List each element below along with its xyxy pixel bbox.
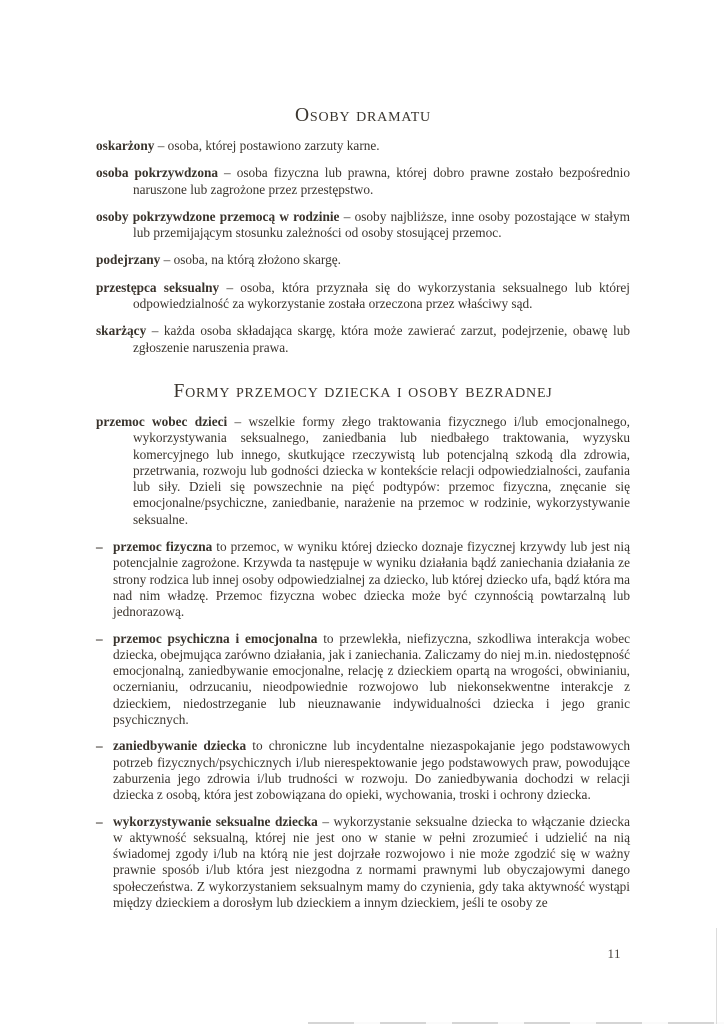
section-osoby-dramatu xyxy=(96,104,630,356)
definition-term: przemoc wobec dzieci xyxy=(96,413,228,429)
definition-text: – osoba, której postawiono zarzuty karne. xyxy=(157,138,380,153)
definition-text: to przewlekła, niefizyczna, szkodliwa interakcja wobec dziecka, obejmująca zarówno działania, jak i zaniechania. Zaliczamy do niej m.in. niedostępność emocjonalną, zaniedbywanie emocjonalne, relację z dzieckiem opartą na wrogości, obwinianiu, oczernianiu, odrzucaniu, nieodpowiednie rozwojowo lub niekonsekwentne interakcje z dzieckiem, niedostrzeganie lub nieuznawanie indywidualności dziecka i jego granic psychicznych. xyxy=(113,630,631,728)
definition-text: – osoby najbliższe, inne osoby pozostające w stałym lub przemijającym stosunku zależności od osoby stosującej przemoc. xyxy=(133,208,630,241)
scan-artifact-right-edge xyxy=(716,928,717,1024)
definition-text: – osoba fizyczna lub prawna, której dobro prawne zostało bezpośrednio naruszone lub zagrożone przez przestępstwo. xyxy=(133,165,630,197)
definition-text: to przemoc, w wyniku której dziecko doznaje fizycznej krzywdy lub jest nią potencjalnie zagrożone. Krzywda ta następuje w wyniku działania bądź zaniechania działania ze strony rodzica lub innej osoby odpowiedzialnej za dziecko, lub której dziecko ufa, bądź która ma nad nim władzę. Przemoc fizyczna wobec dziecka może być czynnością powtarzalną lub jednorazową. xyxy=(113,539,630,620)
dash-marker: – xyxy=(96,813,103,829)
definition-text: – osoba, która przyznała się do wykorzystania seksualnego lub której odpowiedzialność za wykorzystanie została orzeczona przez właściwy sąd. xyxy=(133,279,631,312)
definition-term: osoba pokrzywdzona xyxy=(96,165,219,181)
definition-term: przemoc fizyczna xyxy=(113,539,213,555)
definition-list-item xyxy=(96,539,630,620)
definition-term: zaniedbywanie dziecka xyxy=(113,738,247,754)
definition-term: podejrzany xyxy=(96,252,161,268)
definition-entry xyxy=(96,252,630,268)
definition-text: to chroniczne lub incydentalne niezaspokajanie jego podstawowych potrzeb fizycznych/psychicznych i/lub nierespektowanie jego podstawowych praw, powodujące zaburzenia jego zdrowia i/lub trudności w rozwoju. Do zaniedbywania dochodzi w relacji dziecka z osobą, która jest zobowiązana do opieki, wychowania, troski i ochrony dziecka. xyxy=(113,738,631,803)
definition-term: oskarżony xyxy=(96,138,155,153)
dash-marker: – xyxy=(96,630,103,646)
definition-entry xyxy=(96,138,630,154)
dash-marker: – xyxy=(96,738,103,754)
definition-entry xyxy=(96,323,630,356)
page-number: 11 xyxy=(607,946,621,961)
sections-container xyxy=(96,104,630,911)
definition-term: skarżący xyxy=(96,323,147,339)
definition-entry xyxy=(96,414,630,528)
definition-term: przemoc psychiczna i emocjonalna xyxy=(113,630,318,646)
section-formy-przemocy xyxy=(96,380,630,911)
definition-text: – każda osoba składająca skargę, która może zawierać zarzut, podejrzenie, obawę lub zgłoszenie naruszenia prawa. xyxy=(133,323,630,355)
section-heading: Formy przemocy dziecka i osoby bezradnej xyxy=(173,380,553,402)
definition-text: – wszelkie formy złego traktowania fizycznego i/lub emocjonalnego, wykorzystywania seksualnego, zaniedbania lub niedbałego traktowania, wyzysku komercyjnego lub innego, skutkujące rzeczywistą lub potencjalną szkodą dla zdrowia, przetrwania, rozwoju lub godności dziecka w kontekście relacji odpowiedzialności, zaufania lub siły. Dzieli się powszechnie na pięć podtypów: przemoc fizyczna, znęcanie się emocjonalne/psychiczne, zaniedbanie, narażenie na przemoc w rodzinie, wykorzystywanie seksualne. xyxy=(133,413,630,527)
dash-marker: – xyxy=(96,539,103,555)
definition-entry xyxy=(96,165,630,198)
definition-list-item xyxy=(96,631,630,729)
definition-list-item xyxy=(96,814,630,912)
section-heading: Osoby dramatu xyxy=(295,105,431,126)
definition-list-item xyxy=(96,738,630,803)
definition-entry xyxy=(96,280,630,313)
document-content xyxy=(96,104,630,921)
definition-entry xyxy=(96,209,630,242)
definition-text: – wykorzystanie seksualne dziecka to włączanie dziecka w aktywność seksualną, której nie jest ono w stanie w pełni zrozumieć i udzielić na nią świadomej zgody i/lub na którą nie jest dojrzałe rozwojowo i nie może zgodzić się w ważny prawnie sposób i/lub która jest niezgodna z normami prawnymi lub obyczajowymi danego społeczeństwa. Z wykorzystaniem seksualnym mamy do czynienia, gdy taka aktywność wystąpi między dzieckiem a dorosłym lub dzieckiem a innym dzieckiem, jeśli te osoby ze xyxy=(113,813,630,910)
definition-text: – osoba, na którą złożono skargę. xyxy=(163,252,341,268)
definition-term: przestępca seksualny xyxy=(96,279,220,295)
definition-term: osoby pokrzywdzone przemocą w rodzinie xyxy=(96,208,340,224)
definition-term: wykorzystywanie seksualne dziecka xyxy=(113,813,318,829)
